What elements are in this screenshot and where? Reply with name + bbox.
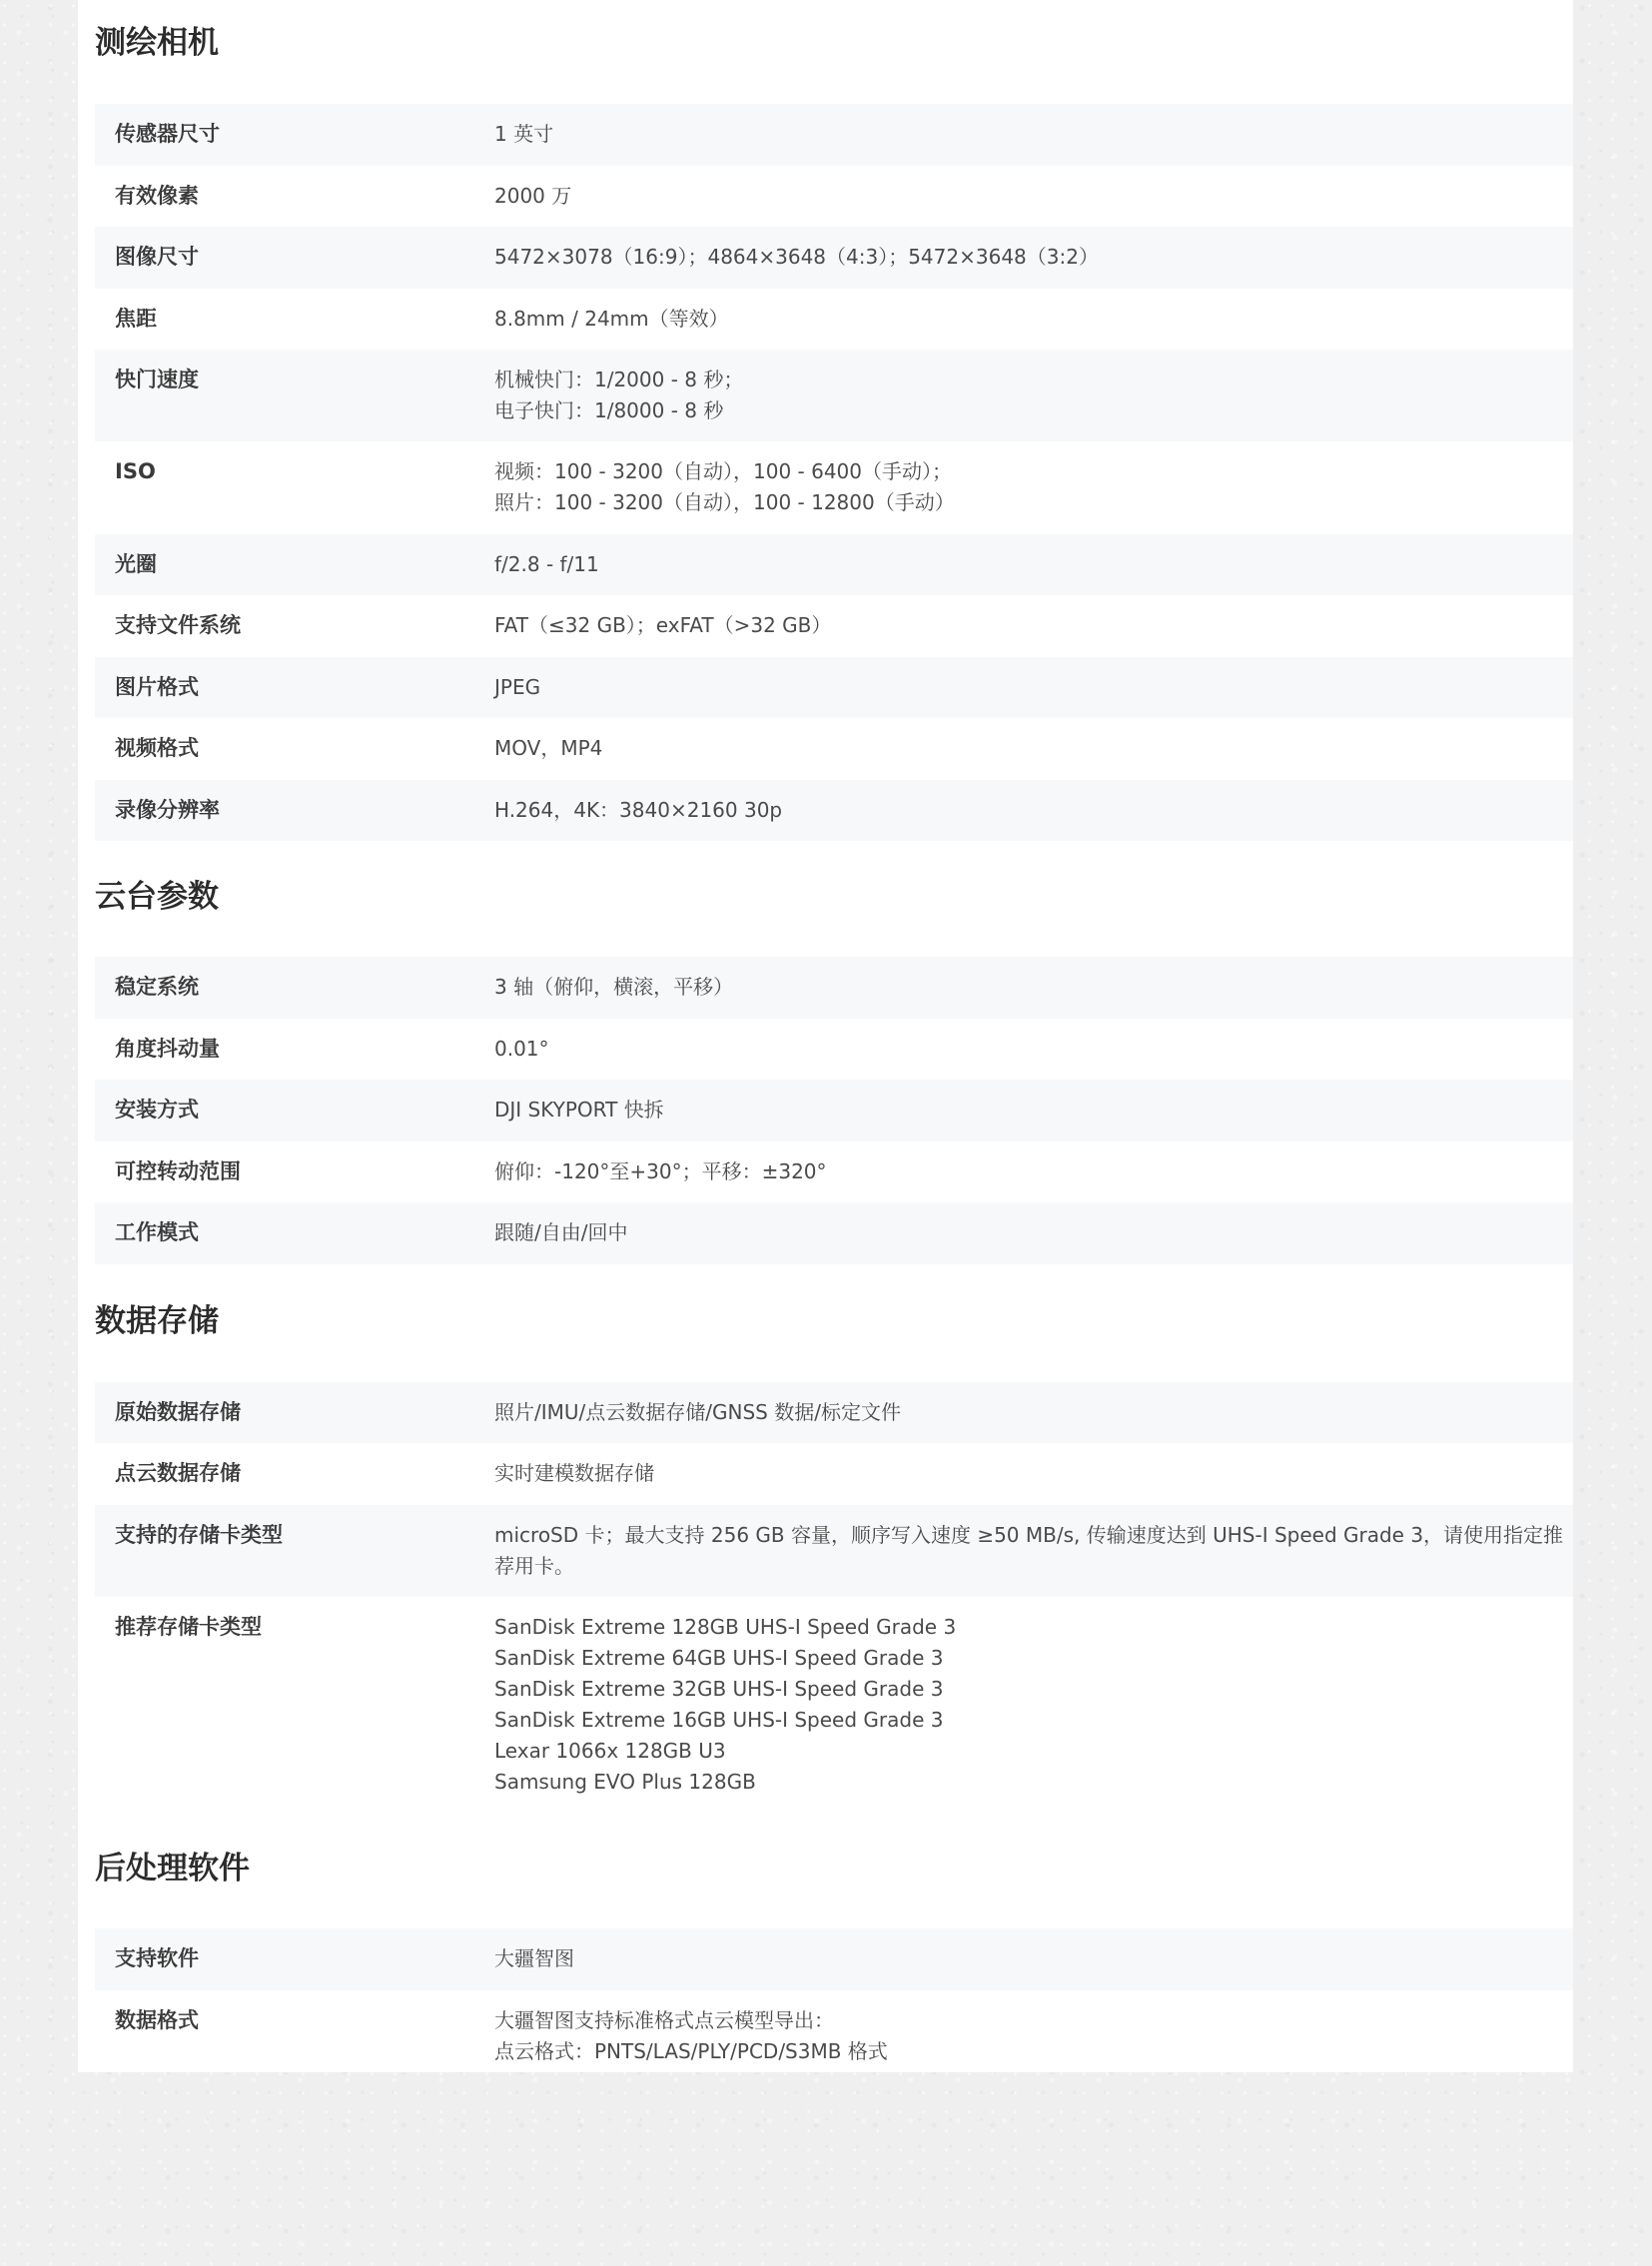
spec-label: 数据格式 (115, 2008, 199, 2032)
spec-table-camera (95, 104, 1573, 841)
spec-value (494, 1217, 1573, 1248)
spec-value-line: 8.8mm / 24mm（等效） (494, 307, 729, 331)
spec-value-line: JPEG (494, 675, 541, 699)
spec-value-line: 点云格式：PNTS/LAS/PLY/PCD/S3MB 格式 (494, 2039, 888, 2063)
spec-value (494, 1458, 1573, 1489)
spec-value (494, 1943, 1573, 1974)
spec-row (95, 1597, 1573, 1813)
section-title-storage: 数据存储 (95, 1303, 219, 1339)
spec-value (494, 119, 1573, 150)
spec-value-line: 机械快门：1/2000 - 8 秒； (494, 368, 744, 391)
spec-label: 焦距 (115, 307, 157, 331)
spec-value (494, 1397, 1573, 1428)
spec-label: 安装方式 (115, 1098, 199, 1122)
spec-row (95, 289, 1573, 350)
spec-value-line: 2000 万 (494, 184, 572, 208)
spec-value-line: 电子快门：1/8000 - 8 秒 (494, 398, 724, 422)
spec-row (95, 1505, 1573, 1597)
spec-value (494, 456, 1573, 518)
spec-value-line: 大疆智图支持标准格式点云模型导出： (494, 2008, 834, 2032)
spec-value (494, 2005, 1573, 2067)
spec-value-line: H.264，4K：3840×2160 30p (494, 798, 783, 822)
spec-value (494, 1612, 1573, 1798)
spec-row (95, 780, 1573, 841)
spec-label: 原始数据存储 (115, 1400, 241, 1424)
spec-table-software (95, 1928, 1573, 2072)
spec-value-line: SanDisk Extreme 16GB UHS-I Speed Grade 3 (494, 1708, 944, 1732)
spec-row (95, 534, 1573, 595)
spec-value-line: 大疆智图 (494, 1946, 574, 1970)
spec-label: 支持文件系统 (115, 613, 241, 637)
spec-row (95, 1202, 1573, 1264)
spec-label: 支持软件 (115, 1946, 199, 1970)
spec-value-line: microSD 卡；最大支持 256 GB 容量，顺序写入速度 ≥50 MB/s, 传输速度达到 UHS-I Speed Grade 3，请使用指定推荐用卡。 (494, 1523, 1564, 1578)
spec-value (494, 304, 1573, 335)
spec-value-line: f/2.8 - f/11 (494, 552, 599, 576)
spec-row (95, 957, 1573, 1019)
spec-value (494, 795, 1573, 826)
spec-panel (78, 0, 1573, 2072)
spec-value-line: DJI SKYPORT 快拆 (494, 1098, 664, 1122)
spec-table-storage (95, 1382, 1573, 1813)
spec-row (95, 350, 1573, 441)
spec-value (494, 972, 1573, 1003)
spec-value (494, 365, 1573, 426)
spec-row (95, 1990, 1573, 2072)
spec-value-line: 跟随/自由/回中 (494, 1220, 628, 1244)
spec-value-line: 俯仰：-120°至+30°；平移：±320° (494, 1159, 827, 1183)
spec-row (95, 441, 1573, 534)
spec-value-line: Samsung EVO Plus 128GB (494, 1770, 756, 1794)
spec-label: 传感器尺寸 (115, 122, 220, 146)
spec-value (494, 1156, 1573, 1187)
spec-label: 光圈 (115, 552, 157, 576)
spec-value-line: Lexar 1066x 128GB U3 (494, 1739, 726, 1763)
spec-value-line: SanDisk Extreme 64GB UHS-I Speed Grade 3 (494, 1646, 944, 1670)
spec-label: 图片格式 (115, 675, 199, 699)
spec-table-gimbal (95, 957, 1573, 1264)
spec-label: 视频格式 (115, 736, 199, 760)
spec-label: 推荐存储卡类型 (115, 1615, 262, 1639)
spec-value-line: SanDisk Extreme 128GB UHS-I Speed Grade 3 (494, 1615, 957, 1639)
spec-row (95, 595, 1573, 657)
spec-value (494, 1095, 1573, 1126)
section-title-gimbal: 云台参数 (95, 879, 219, 915)
spec-value-line: MOV，MP4 (494, 736, 603, 760)
spec-value (494, 733, 1573, 764)
spec-value-line: 照片：100 - 3200（自动），100 - 12800（手动） (494, 490, 955, 514)
spec-row (95, 718, 1573, 780)
spec-value-line: 实时建模数据存储 (494, 1461, 654, 1485)
spec-label: 有效像素 (115, 184, 199, 208)
spec-label: 支持的存储卡类型 (115, 1523, 283, 1547)
spec-value (494, 1520, 1573, 1582)
spec-row (95, 1928, 1573, 1990)
spec-label: 角度抖动量 (115, 1037, 220, 1061)
spec-label: 稳定系统 (115, 975, 199, 999)
spec-value (494, 242, 1573, 273)
spec-value-line: 视频：100 - 3200（自动），100 - 6400（手动）； (494, 459, 953, 483)
section-title-camera: 测绘相机 (95, 25, 219, 61)
spec-value (494, 181, 1573, 212)
section-title-software: 后处理软件 (95, 1851, 250, 1887)
spec-value-line: SanDisk Extreme 32GB UHS-I Speed Grade 3 (494, 1677, 944, 1701)
spec-row (95, 1443, 1573, 1505)
spec-value (494, 1034, 1573, 1065)
spec-value (494, 672, 1573, 703)
spec-label: 工作模式 (115, 1220, 199, 1244)
spec-value-line: 1 英寸 (494, 122, 554, 146)
spec-value (494, 549, 1573, 580)
spec-value (494, 610, 1573, 641)
spec-row (95, 1080, 1573, 1141)
spec-label: 图像尺寸 (115, 245, 199, 269)
spec-row (95, 1141, 1573, 1202)
spec-row (95, 657, 1573, 718)
spec-value-line: FAT（≤32 GB）；exFAT（>32 GB） (494, 613, 832, 637)
spec-value-line: 5472×3078（16:9）；4864×3648（4:3）；5472×3648（3:2） (494, 245, 1099, 269)
spec-row (95, 1019, 1573, 1080)
spec-label: 快门速度 (115, 368, 199, 391)
spec-row (95, 227, 1573, 289)
spec-row (95, 1382, 1573, 1443)
spec-value-line: 照片/IMU/点云数据存储/GNSS 数据/标定文件 (494, 1400, 901, 1424)
spec-row (95, 104, 1573, 166)
spec-value-line: 3 轴（俯仰，横滚，平移） (494, 975, 734, 999)
spec-label: 录像分辨率 (115, 798, 220, 822)
spec-value-line: 0.01° (494, 1037, 549, 1061)
spec-label: ISO (115, 459, 156, 483)
spec-label: 点云数据存储 (115, 1461, 241, 1485)
spec-row (95, 166, 1573, 227)
spec-label: 可控转动范围 (115, 1159, 241, 1183)
